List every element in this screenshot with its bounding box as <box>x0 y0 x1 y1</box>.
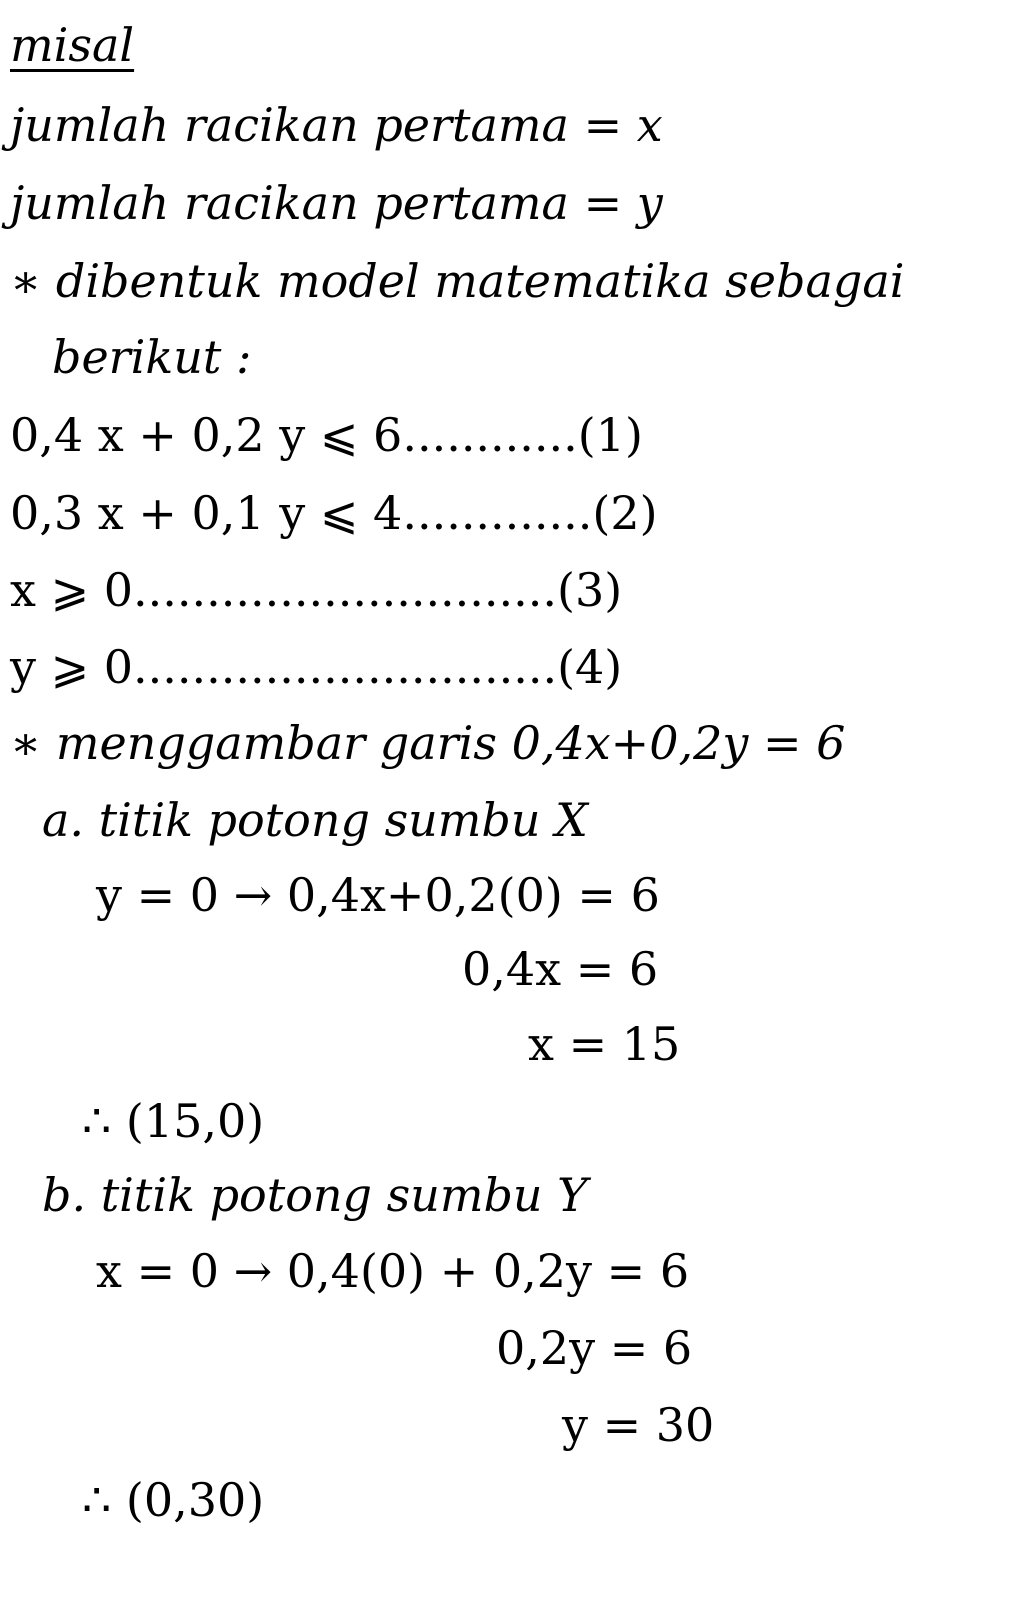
definition-x: jumlah racikan pertama = x <box>10 98 663 152</box>
constraint-2: 0,3 x + 0,1 y ⩽ 4.............(2) <box>10 486 658 540</box>
model-intro: ∗ dibentuk model matematika sebagai <box>10 254 905 308</box>
y-intercept-result: ∴ (0,30) <box>82 1473 265 1527</box>
y-intercept-step-1: x = 0 → 0,4(0) + 0,2y = 6 <box>96 1244 690 1298</box>
constraint-3: x ⩾ 0.............................(3) <box>10 563 623 617</box>
x-intercept-result: ∴ (15,0) <box>82 1094 265 1148</box>
x-intercept-step-2: 0,4x = 6 <box>462 942 659 996</box>
constraint-4: y ⩾ 0.............................(4) <box>10 640 623 694</box>
draw-line-heading: ∗ menggambar garis 0,4x+0,2y = 6 <box>10 716 846 770</box>
constraint-1: 0,4 x + 0,2 y ⩽ 6............(1) <box>10 408 643 462</box>
x-intercept-step-1: y = 0 → 0,4x+0,2(0) = 6 <box>96 868 660 922</box>
y-intercept-step-2: 0,2y = 6 <box>496 1321 693 1375</box>
y-intercept-step-3: y = 30 <box>562 1398 715 1452</box>
model-intro-continued: berikut : <box>52 330 252 384</box>
y-intercept-heading: b. titik potong sumbu Y <box>42 1168 588 1222</box>
x-intercept-heading: a. titik potong sumbu X <box>42 793 588 847</box>
x-intercept-step-3: x = 15 <box>528 1017 681 1071</box>
definition-y: jumlah racikan pertama = y <box>10 176 663 230</box>
heading-misal: misal <box>10 18 135 72</box>
